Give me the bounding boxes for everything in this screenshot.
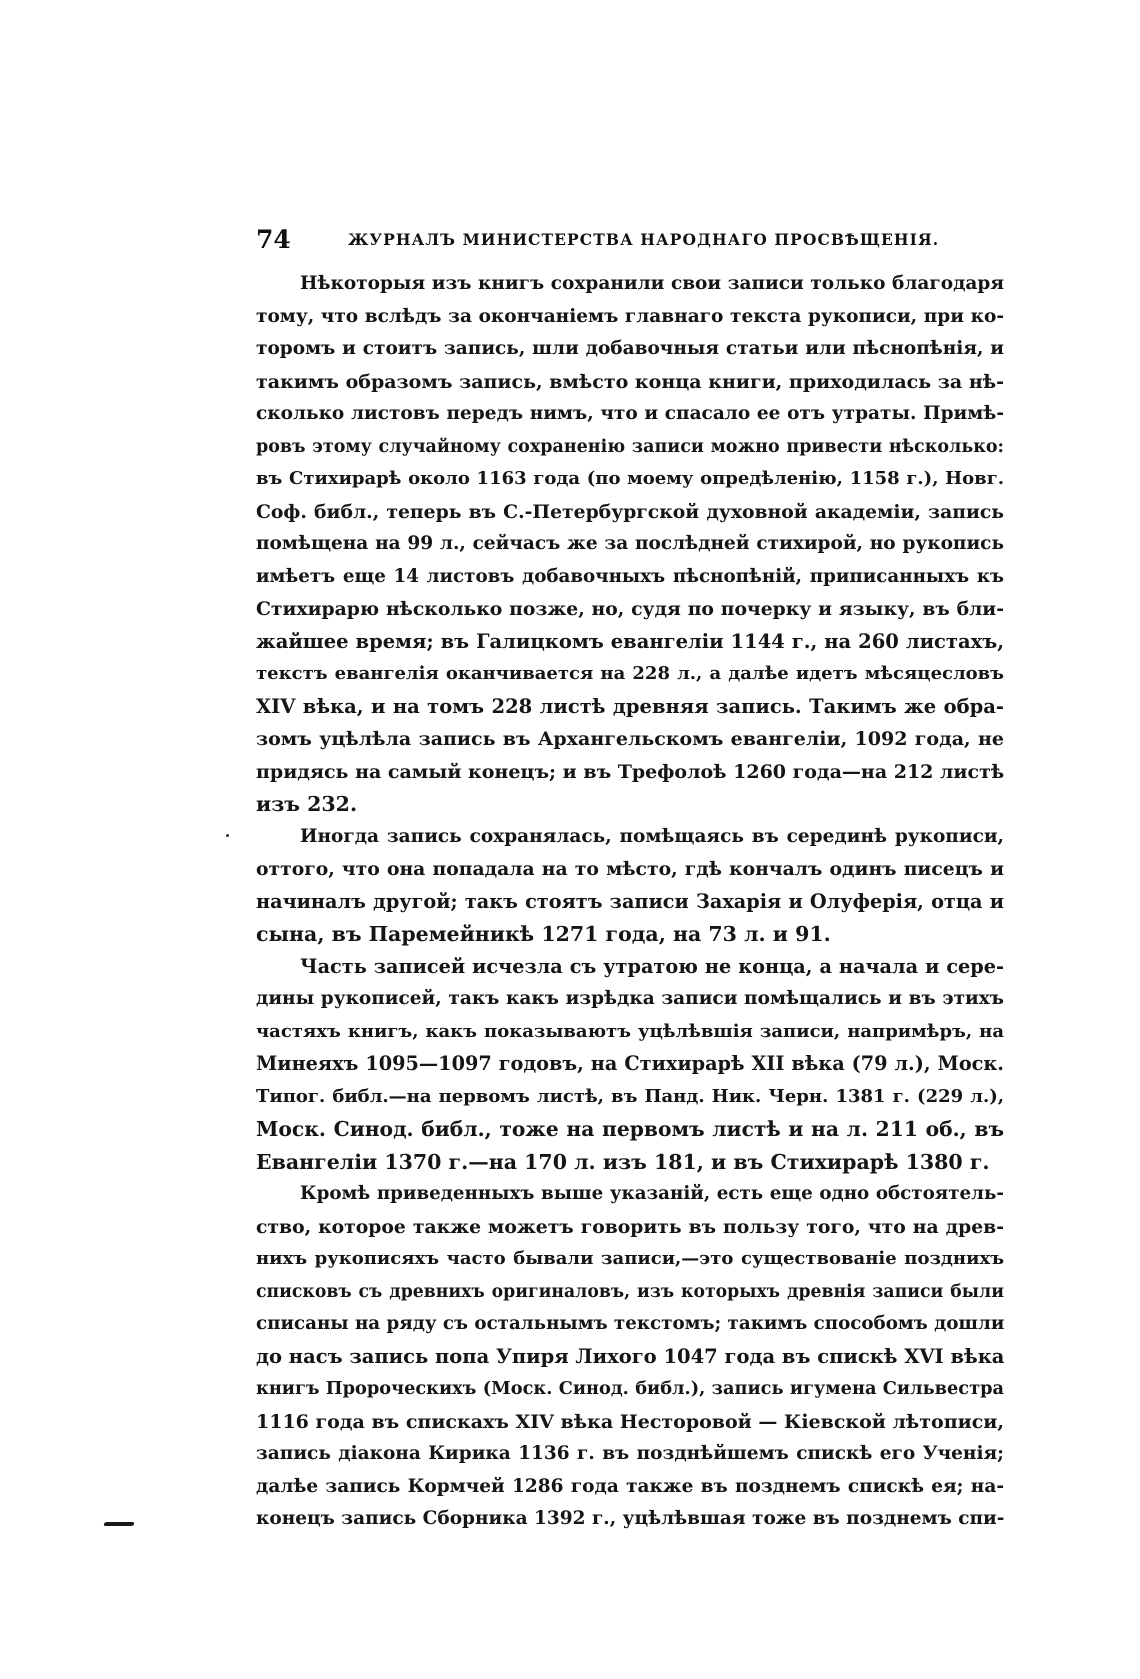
text-line: Часть записей исчезла съ утратою не конца, а начала и сере- (300, 954, 1004, 978)
text-line: начиналъ другой; такъ стоятъ записи Захарія и Олуферія, отца и (256, 889, 1004, 913)
text-line: нихъ рукописяхъ часто бывали записи,—это существованіе позднихъ (256, 1248, 1004, 1269)
text-line: конецъ запись Сборника 1392 г., уцѣлѣвшая тоже въ позднемъ спи- (256, 1508, 1004, 1529)
text-line: Кромѣ приведенныхъ выше указаній, есть еще одно обстоятель- (300, 1183, 1004, 1204)
text-line: списковъ съ древнихъ оригиналовъ, изъ которыхъ древнія записи были (256, 1281, 1004, 1302)
text-line: сколько листовъ передъ нимъ, что и спасало ее отъ утраты. Примѣ- (256, 403, 1004, 424)
text-line: сына, въ Паремейникѣ 1271 года, на 73 л. и 91. (256, 922, 831, 946)
text-line: Минеяхъ 1095—1097 годовъ, на Стихирарѣ XII вѣка (79 л.), Моск. (256, 1052, 1004, 1075)
text-line: Нѣкоторыя изъ книгъ сохранили свои записи только благодаря (300, 273, 1004, 294)
page-header (256, 222, 1004, 258)
paragraph-1 (256, 268, 1004, 821)
text-line: такимъ образомъ запись, вмѣсто конца книги, приходилась за нѣ- (256, 370, 1004, 393)
text-line: помѣщена на 99 л., сейчасъ же за послѣдней стихирой, но рукопись (256, 533, 1004, 554)
running-title: ЖУРНАЛЪ МИНИСТЕРСТВА НАРОДНАГО ПРОСВѢЩЕНІЯ. (348, 230, 940, 249)
text-line: ровъ этому случайному сохраненію записи можно привести нѣсколько: (256, 436, 1004, 457)
text-line: имѣетъ еще 14 листовъ добавочныхъ пѣснопѣній, приписанныхъ къ (256, 565, 1004, 587)
text-line: текстъ евангелія оканчивается на 228 л., а далѣе идетъ мѣсяцесловъ (256, 663, 1004, 684)
text-line: въ Стихирарѣ около 1163 года (по моему опредѣленію, 1158 г.), Новг. (256, 468, 1004, 489)
text-line: придясь на самый конецъ; и въ Трефолоѣ 1260 года—на 212 листѣ (256, 760, 1004, 783)
text-line: далѣе запись Кормчей 1286 года также въ позднемъ спискѣ ея; на- (256, 1475, 1004, 1497)
scan-edge-mark (103, 1522, 134, 1526)
margin-speck (226, 834, 229, 837)
text-line: Соф. библ., теперь въ С.-Петербургской духовной академіи, запись (256, 500, 1004, 523)
text-line: торомъ и стоитъ запись, шли добавочныя статьи или пѣснопѣнія, и (256, 338, 1004, 359)
text-line: ство, которое также можетъ говорить въ пользу того, что на древ- (256, 1215, 1004, 1238)
text-line: Типог. библ.—на первомъ листѣ, въ Панд. Ник. Черн. 1381 г. (229 л.), (256, 1085, 1004, 1107)
text-line: Евангеліи 1370 г.—на 170 л. изъ 181, и въ Стихирарѣ 1380 г. (256, 1149, 990, 1174)
text-line: дины рукописей, такъ какъ изрѣдка записи помѣщались и въ этихъ (256, 988, 1004, 1009)
text-line: до насъ запись попа Упиря Лихого 1047 года въ спискѣ XVI вѣка (256, 1344, 1004, 1368)
text-line: зомъ уцѣлѣла запись въ Архангельскомъ евангеліи, 1092 года, не (256, 728, 1004, 750)
text-line: жайшее время; въ Галицкомъ евангеліи 1144 г., на 260 листахъ, (256, 629, 1004, 653)
text-line: оттого, что она попадала на то мѣсто, гдѣ кончалъ одинъ писецъ и (256, 858, 1004, 880)
body-text (256, 268, 1004, 1536)
text-line: Иногда запись сохранялась, помѣщаясь въ серединѣ рукописи, (300, 825, 1004, 847)
text-line: запись діакона Кирика 1136 г. въ позднѣйшемъ спискѣ его Ученія; (256, 1443, 1004, 1464)
paragraph-3 (256, 951, 1004, 1179)
paragraph-4 (256, 1178, 1004, 1536)
text-line: изъ 232. (256, 792, 358, 816)
text-line: частяхъ книгъ, какъ показываютъ уцѣлѣвшія записи, напримѣръ, на (256, 1020, 1004, 1042)
text-line: Моск. Синод. библ., тоже на первомъ листѣ и на л. 211 об., въ (256, 1117, 1004, 1141)
text-line: 1116 года въ спискахъ XIV вѣка Несторовой — Кіевской лѣтописи, (256, 1410, 1004, 1433)
paragraph-2 (256, 821, 1004, 951)
text-line: списаны на ряду съ остальнымъ текстомъ; такимъ способомъ дошли (256, 1313, 1004, 1334)
text-line: тому, что вслѣдъ за окончаніемъ главнаго текста рукописи, при ко- (256, 305, 1004, 327)
text-line: книгъ Пророческихъ (Моск. Синод. библ.), запись игумена Сильвестра (256, 1378, 1004, 1399)
text-line: Стихирарю нѣсколько позже, но, судя по почерку и языку, въ бли- (256, 598, 1004, 620)
page-number: 74 (256, 225, 291, 254)
text-line: XIV вѣка, и на томъ 228 листѣ древняя запись. Такимъ же обра- (256, 694, 1004, 718)
